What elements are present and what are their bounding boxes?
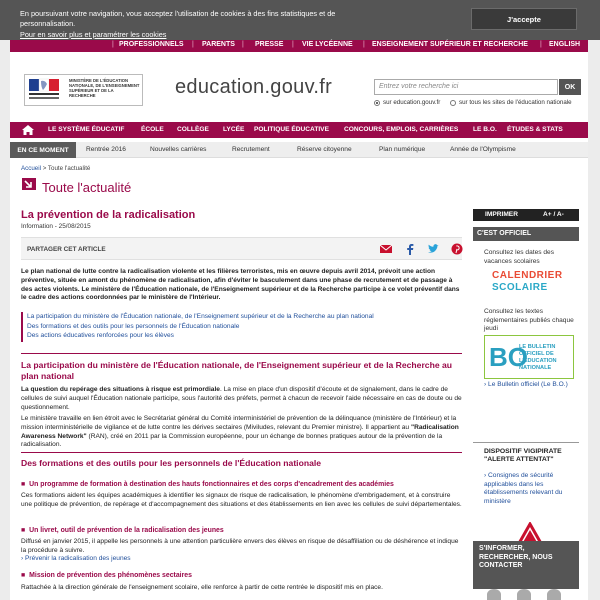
bo-link[interactable] xyxy=(484,381,578,390)
cookie-text: En poursuivant votre navigation, vous acceptez l'utilisation de cookies à des fins statistiques et de personnalisation. xyxy=(20,9,336,28)
article-summary-links xyxy=(21,312,462,342)
paragraph-sectes: Rattachée à la direction générale de l'enseignement scolaire, elle renforce à partir de cette rentrée le dispositif mis en place. xyxy=(21,584,383,591)
arrow-right-icon: › xyxy=(484,381,489,388)
marianne-logo-icon xyxy=(27,77,63,103)
paragraph-livret: Diffusé en janvier 2015, il appelle les personnels à une attention particulière envers des élèves en risque de désaffiliation ou de déshérence et indique la procédure à suivre. xyxy=(21,538,459,554)
article-meta: Information - 25/08/2015 xyxy=(21,223,91,230)
livret-link-text: Prévenir la radicalisation des jeunes xyxy=(25,555,131,562)
official-heading: C'EST OFFICIEL xyxy=(473,227,579,241)
bo-logo-text: BO xyxy=(489,342,528,372)
paragraph-ministere-a: Le ministère travaille en lien étroit avec le Secrétariat général du Comité interministériel de prévention de la délinquance (ministère de l'Intérieur) et la mission interministérielle de vigilance et de lutte contre les dérives sectaires (Miviludes, relevant du Premier ministre). Il appartient au xyxy=(21,415,457,431)
ministry-logo-text: MINISTÈRE DE L'ÉDUCATION NATIONALE, DE L'ENSEIGNEMENT SUPÉRIEUR ET DE LA RECHERCHE xyxy=(69,78,140,98)
paragraph-ministere xyxy=(21,415,462,450)
nav-ecole[interactable]: ÉCOLE xyxy=(141,126,164,133)
email-share-icon[interactable] xyxy=(379,242,393,256)
nav-etudes-stats[interactable]: ÉTUDES & STATS xyxy=(507,126,563,133)
summary-link-participation[interactable]: La participation du ministère de l'Éducation nationale, de l'Enseignement supérieur et de la Recherche au plan national xyxy=(27,313,374,320)
paragraph-ministere-ran: "Radicalisation Awareness Network" xyxy=(21,423,459,440)
share-label: PARTAGER CET ARTICLE xyxy=(27,246,106,253)
cookie-link-text: Pour en savoir plus et paramétrer les cookies xyxy=(20,30,167,39)
divider xyxy=(21,353,462,354)
paragraph-formations: Ces formations aident les équipes académiques à identifier les signaux de risque de radicalisation, le phénomène d'embrigadement, et à construire une politique de prévention, de repérage et d'accompagnement des situations et des établissements en lien avec les cellules de suivi départementales. xyxy=(21,492,462,508)
breadcrumb-current: Toute l'actualité xyxy=(47,165,91,172)
bullet-icon: ■ xyxy=(21,572,26,579)
nav-le-bo[interactable]: LE B.O. xyxy=(473,126,497,133)
divider xyxy=(21,452,462,453)
calendar-line-1 xyxy=(492,270,574,282)
moment-item-rentree[interactable]: Rentrée 2016 xyxy=(86,146,126,153)
bo-link-text: Le Bulletin officiel (Le B.O.) xyxy=(488,381,568,388)
subheading-livret-text: Un livret, outil de prévention de la radicalisation des jeunes xyxy=(29,527,224,534)
topbar-link-parents[interactable]: PARENTS xyxy=(202,41,235,48)
subheading-programme xyxy=(21,481,462,488)
article-title: La prévention de la radicalisation xyxy=(21,209,196,221)
bo-logo-subtitle: LE BULLETIN OFFICIEL DE L'ÉDUCATION NATIONALE xyxy=(519,344,557,371)
facebook-share-icon[interactable] xyxy=(403,242,417,256)
paragraph-ministere-c: (RAN), créé en 2011 par la Commission européenne, pour un échange de bonnes pratiques autour de la prévention de la radicalisation. xyxy=(21,432,443,449)
vigipirate-heading: DISPOSITIF VIGIPIRATE "ALERTE ATTENTAT" xyxy=(484,448,562,464)
page-container xyxy=(10,52,588,600)
twitter-share-icon[interactable] xyxy=(426,242,440,256)
calendar-scolaire-banner[interactable] xyxy=(492,270,574,294)
paragraph-reperage-rest: . La mise en place d'un dispositif d'écoute et de signalement, dans le cadre de cellules de suivi auquel l'Éducation nationale participe, sous l'autorité des préfets, permet à chacun de recevoir l'aide nécessaire en cas de doute ou de questionnement. xyxy=(21,386,462,411)
calendar-word: CALENDRIER xyxy=(492,270,563,281)
article-lead: Le plan national de lutte contre la radicalisation violente et les filières terroristes, mis en œuvre depuis avril 2014, prévoit une action préventive, située en amont du phénomène de radicalisation, afin d'éviter le basculement dans une phase de recrutement et de passage à des actes violents. Le ministère de l'Éducation nationale, de l'Enseignement supérieur et de la Recherche participe à ce volet préventif dans le cadre des actions coordonnées par le ministère de l'Intérieur. xyxy=(21,268,460,302)
accept-cookies-button[interactable]: J'accepte xyxy=(471,8,577,30)
en-ce-moment-label: EN CE MOMENT xyxy=(10,142,76,158)
moment-item-carrieres[interactable]: Nouvelles carrières xyxy=(150,146,207,153)
share-bar xyxy=(21,237,462,260)
topbar-link-english[interactable]: ENGLISH xyxy=(549,41,581,48)
arrow-right-icon: › xyxy=(484,472,489,479)
pinterest-share-icon[interactable] xyxy=(450,242,464,256)
section-heading-participation: La participation du ministère de l'Éducation nationale, de l'Enseignement supérieur et de la Recherche au plan national xyxy=(21,360,453,381)
social-icon[interactable] xyxy=(547,589,561,600)
calendar-intro: Consultez les dates des vacances scolaires xyxy=(484,249,555,265)
en-ce-moment-bar xyxy=(10,142,588,158)
site-title[interactable]: education.gouv.fr xyxy=(175,76,333,98)
radio-unselected-icon xyxy=(450,100,456,106)
bulletin-officiel-banner[interactable] xyxy=(484,335,574,379)
radio-site-label: sur education.gouv.fr xyxy=(383,99,441,106)
bullet-icon: ■ xyxy=(21,527,26,534)
nav-politique-educative[interactable]: POLITIQUE ÉDUCATIVE xyxy=(254,126,329,133)
page-tools-bar xyxy=(473,209,579,221)
paragraph-reperage xyxy=(21,386,462,412)
cookie-settings-link[interactable] xyxy=(20,30,166,39)
arrow-corner-icon xyxy=(22,178,36,190)
cookie-banner xyxy=(0,0,600,40)
subheading-livret xyxy=(21,527,462,534)
moment-item-recrutement[interactable]: Recrutement xyxy=(232,146,270,153)
inform-contact-box[interactable]: S'INFORMER, RECHERCHER, NOUS CONTACTER xyxy=(473,541,579,589)
nav-lycee[interactable]: LYCÉE xyxy=(223,126,245,133)
moment-item-numerique[interactable]: Plan numérique xyxy=(379,146,426,153)
radio-all-label: sur tous les sites de l'éducation nationale xyxy=(459,99,572,106)
arrow-right-icon: › xyxy=(21,555,26,562)
moment-item-olympisme[interactable]: Année de l'Olympisme xyxy=(450,146,516,153)
topbar-link-vie-lyceenne[interactable]: VIE LYCÉENNE xyxy=(302,41,353,48)
home-icon[interactable] xyxy=(16,124,40,136)
ministry-logo[interactable] xyxy=(24,74,143,106)
font-size-button[interactable]: A+ / A- xyxy=(543,211,564,218)
social-icon[interactable] xyxy=(487,589,501,600)
breadcrumb-home[interactable]: Accueil xyxy=(21,165,41,172)
radio-selected-icon xyxy=(374,100,380,106)
breadcrumb-sep: > xyxy=(42,165,47,172)
main-navigation xyxy=(10,122,588,138)
nav-systeme-educatif[interactable]: LE SYSTÈME ÉDUCATIF xyxy=(48,126,125,133)
topbar-link-presse[interactable]: PRESSE xyxy=(255,41,284,48)
search-submit-button[interactable]: OK xyxy=(559,79,581,95)
paragraph-reperage-bold: La question du repérage des situations à risque est primordiale xyxy=(21,386,220,393)
bo-intro: Consultez les textes réglementaires publiés chaque jeudi xyxy=(484,308,574,333)
section-heading-formations: Des formations et des outils pour les personnels de l'Éducation nationale xyxy=(21,458,322,468)
topbar-link-professionnels[interactable]: PROFESSIONNELS xyxy=(119,41,184,48)
radio-search-site[interactable] xyxy=(374,99,440,106)
breadcrumb xyxy=(21,165,90,172)
radio-search-all[interactable] xyxy=(450,99,572,106)
sidebar-divider xyxy=(473,442,579,443)
section-title: Toute l'actualité xyxy=(42,180,132,195)
subheading-programme-text: Un programme de formation à destination des hauts fonctionnaires et des corps d'encadrement des académies xyxy=(29,481,394,488)
top-audience-bar: | PROFESSIONNELS | PARENTS | PRESSE | VIE LYCÉENNE | ENSEIGNEMENT SUPÉRIEUR ET RECHERCHE | ENGLISH xyxy=(10,40,588,52)
livret-link[interactable] xyxy=(21,555,131,562)
subheading-sectes-text: Mission de prévention des phénomènes sectaires xyxy=(29,572,192,579)
vigipirate-link[interactable] xyxy=(484,472,578,506)
print-button[interactable]: IMPRIMER xyxy=(485,211,518,218)
nav-college[interactable]: COLLÈGE xyxy=(177,126,209,133)
vigipirate-link-text: Consignes de sécurité applicables dans les établissements relevant du ministère xyxy=(484,472,563,505)
search-input[interactable]: Entrez votre recherche ici xyxy=(374,79,558,95)
topbar-link-enseignement-superieur[interactable]: ENSEIGNEMENT SUPÉRIEUR ET RECHERCHE xyxy=(372,41,528,48)
social-icon[interactable] xyxy=(517,589,531,600)
subheading-sectes xyxy=(21,572,462,579)
calendar-line-2: SCOLAIRE xyxy=(492,282,548,293)
summary-link-actions[interactable]: Des actions éducatives renforcées pour les élèves xyxy=(27,332,174,339)
bullet-icon: ■ xyxy=(21,481,26,488)
nav-concours-emplois[interactable]: CONCOURS, EMPLOIS, CARRIÈRES xyxy=(344,126,459,133)
summary-link-formations[interactable]: Des formations et des outils pour les personnels de l'Éducation nationale xyxy=(27,322,240,330)
moment-item-reserve[interactable]: Réserve citoyenne xyxy=(297,146,352,153)
